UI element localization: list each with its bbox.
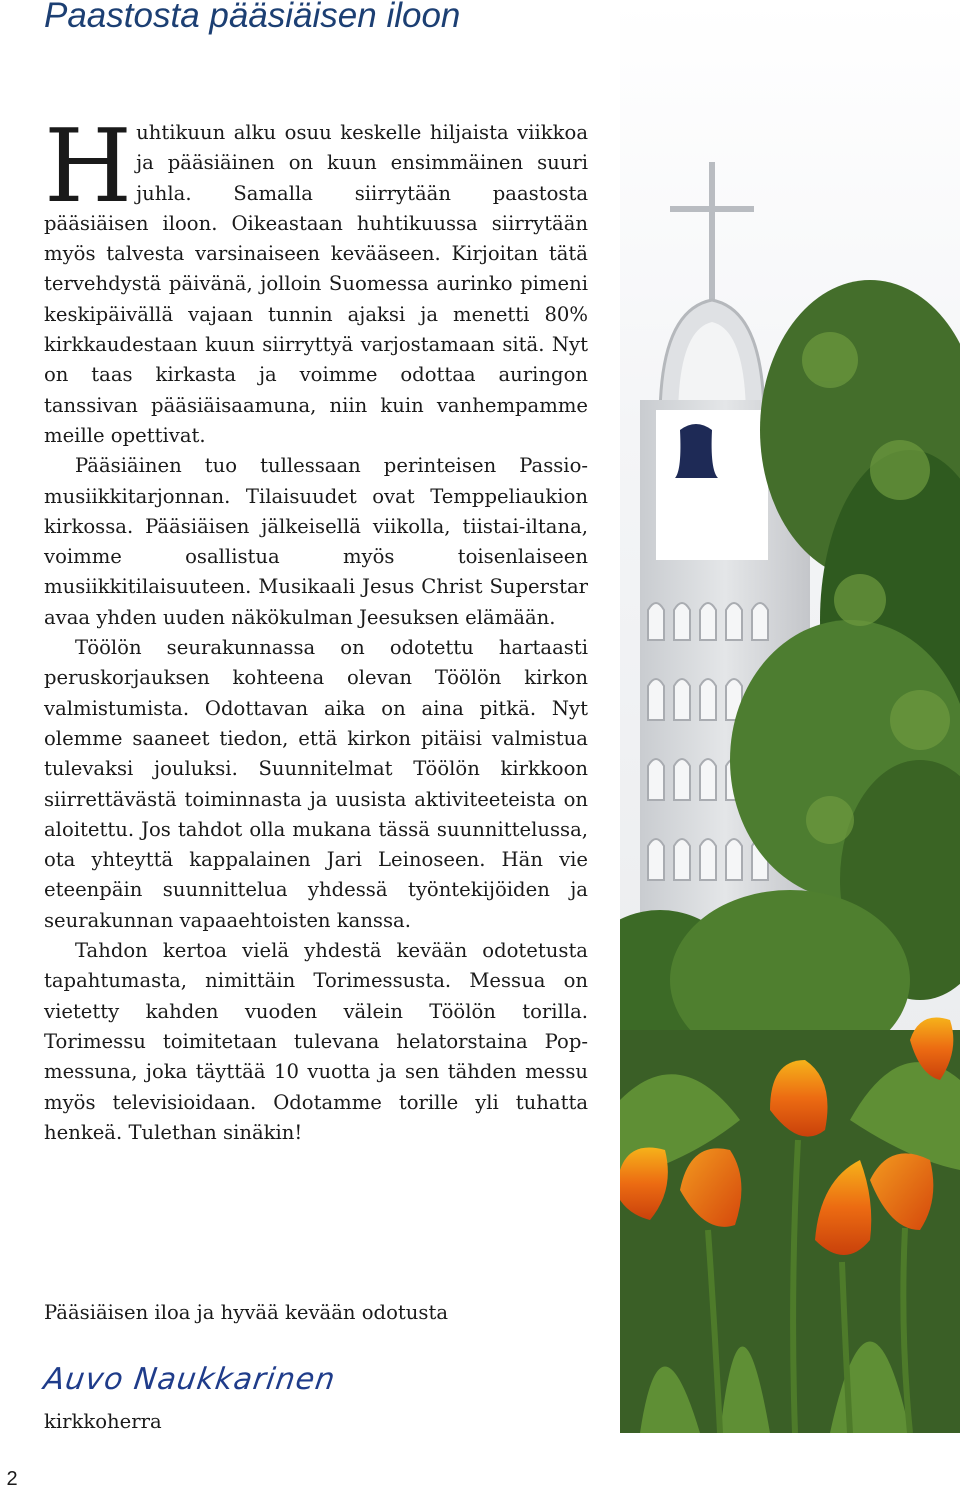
- paragraph-1-text: uhtikuun alku osuu keskelle hiljaista viikkoa ja pääsiäinen on kuun ensimmäinen suuri juhla. Samalla siirrytään paastosta pääsiäisen iloon. Oikeastaan huhtikuussa siirrytään myös talvesta varsinaiseen kevääseen. Kirjoitan tätä tervehdystä päivänä, jolloin Suomessa aurinko pimeni keskipäivällä vajaan tunnin ajaksi ja menetti 80% kirkkaudestaan kuun siirryttyä varjostamaan sitä. Nyt on taas kirkasta ja voimme odottaa auringon tanssivan pääsiäisaamuna, niin kuin vanhempamme meille opettivat.: [44, 121, 588, 447]
- paragraph-4: Tahdon kertoa vielä yhdestä kevään odotetusta tapahtumasta, nimittäin Torimessusta. Messua on vietetty kahden vuoden välein Töölön torilla. Torimessu toimitetaan tulevana helatorstaina Pop-messuna, joka täyttää 10 vuotta ja sen tähden messu myös televisioidaan. Odotamme torille yli tuhatta henkeä. Tulethan sinäkin!: [44, 939, 588, 1144]
- church-bell-tower-photo: [620, 0, 960, 1433]
- paragraph-3: Töölön seurakunnassa on odotettu hartaasti peruskorjauksen kohteena olevan Töölön kirkon valmistumista. Odottavan aika on aina pitkä. Nyt olemme saaneet tiedon, että kirkon pitäisi valmistua tulevaksi jouluksi. Suunnitelmat Töölön kirkkoon siirrettävästä toiminnasta ja uusista aktiviteeteista on aloitettu. Jos tahdot olla mukana tässä suunnittelussa, ota yhteyttä kappalainen Jari Leinoseen. Hän vie eteenpäin suunnittelua yhdessä työntekijöiden ja seurakunnan vapaaehtoisten kanssa.: [44, 636, 588, 932]
- article-body: [44, 107, 588, 1148]
- drop-cap: H: [44, 107, 133, 225]
- closing-greeting: Pääsiäisen iloa ja hyvää kevään odotusta: [44, 1301, 448, 1324]
- signature: Auvo Naukkarinen: [41, 1362, 338, 1397]
- paragraph-2: Pääsiäinen tuo tullessaan perinteisen Passiomusiikkitarjonnan. Tilaisuudet ovat Temppeliaukion kirkossa. Pääsiäisen jälkeisellä viikolla, tiistai-iltana, voimme osallistua myös toisenlaiseen musiikkitilaisuuteen. Musikaali Jesus Christ Superstar avaa yhden uuden näkökulman Jeesuksen elämään.: [44, 454, 588, 629]
- paragraph-1: [44, 107, 588, 451]
- author-role: kirkkoherra: [44, 1410, 162, 1433]
- page-title: Paastosta pääsiäisen iloon: [44, 0, 461, 35]
- page-number: 2: [6, 1468, 18, 1490]
